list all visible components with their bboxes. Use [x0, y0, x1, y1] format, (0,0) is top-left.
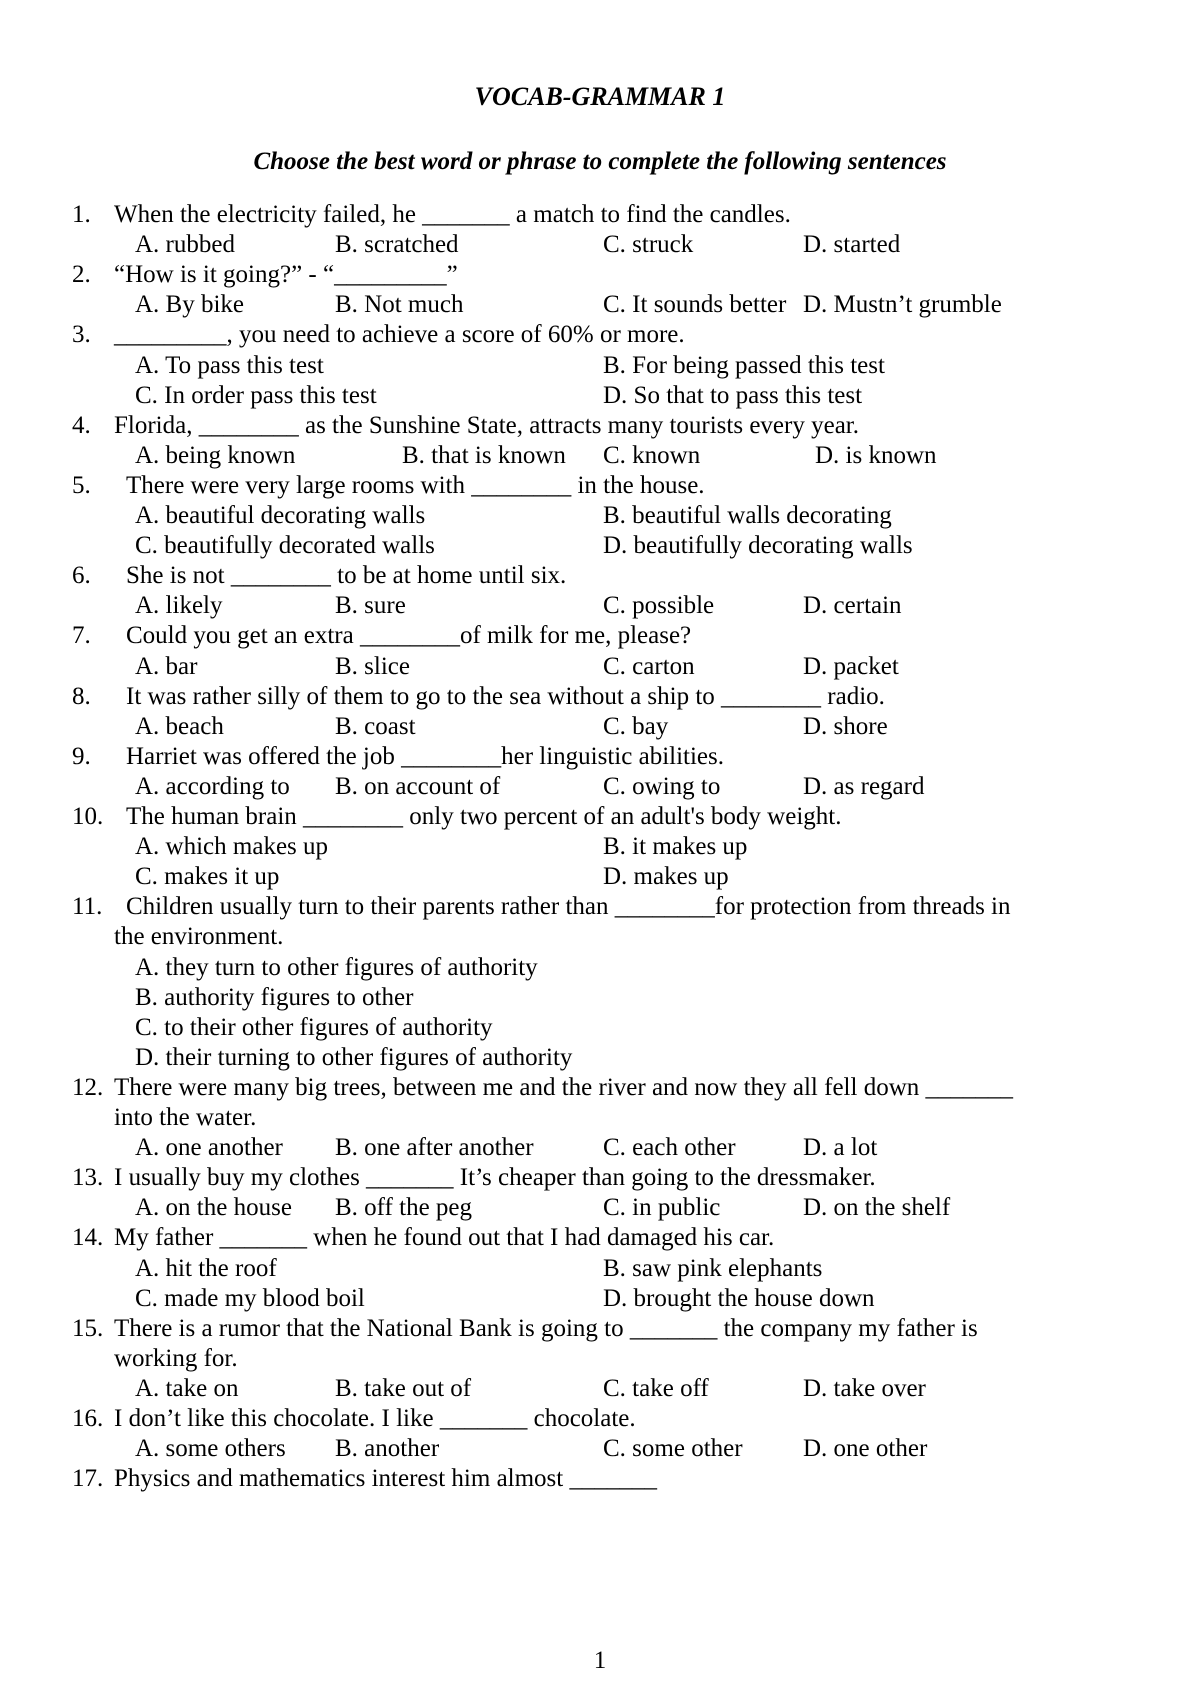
answer-option[interactable]: D. a lot	[803, 1134, 878, 1162]
option-row	[0, 1012, 1200, 1044]
question-stem	[0, 560, 1200, 592]
answer-option[interactable]: D. on the shelf	[803, 1194, 951, 1222]
option-row	[0, 1192, 1200, 1224]
question-number: 12.	[72, 1073, 104, 1101]
answer-option[interactable]: C. It sounds better	[603, 291, 787, 319]
question-text: There were many big trees, between me and the river and now they all fell down _______	[114, 1073, 1013, 1101]
answer-option[interactable]: A. bar	[135, 652, 198, 680]
answer-option[interactable]: C. made my blood boil	[135, 1284, 365, 1312]
question-text-continued	[0, 921, 1200, 953]
answer-option[interactable]: D. their turning to other figures of authority	[135, 1043, 573, 1071]
question-text: She is not ________ to be at home until six.	[126, 562, 567, 590]
question-number: 16.	[72, 1405, 104, 1432]
question-stem	[0, 1222, 1200, 1254]
question-text: The human brain ________ only two percent of an adult's body weight.	[126, 803, 842, 830]
option-row	[0, 500, 1200, 532]
question-number: 10.	[72, 803, 104, 830]
answer-option[interactable]: C. some other	[603, 1435, 743, 1463]
answer-option[interactable]: A. beautiful decorating walls	[135, 502, 426, 529]
answer-option[interactable]: B. Not much	[335, 291, 464, 319]
question-stem	[0, 199, 1200, 231]
instruction-heading: Choose the best word or phrase to complete the following sentences	[253, 148, 947, 175]
question-text: _________, you need to achieve a score of 60% or more.	[114, 321, 685, 349]
question-stem	[0, 801, 1200, 833]
question-text: Physics and mathematics interest him almost _______	[114, 1465, 657, 1493]
question-number: 5.	[72, 471, 91, 499]
answer-option[interactable]: A. hit the roof	[135, 1254, 277, 1282]
question-stem	[0, 470, 1200, 502]
question-number: 8.	[72, 682, 91, 710]
answer-option[interactable]: A. To pass this test	[135, 351, 324, 379]
question-stem	[0, 410, 1200, 442]
option-row	[0, 1132, 1200, 1164]
option-row	[0, 380, 1200, 412]
question-stem	[0, 1463, 1200, 1495]
question-text-continued	[0, 1102, 1200, 1134]
question-number: 3.	[72, 321, 91, 349]
option-row	[0, 1373, 1200, 1405]
answer-option[interactable]: B. saw pink elephants	[603, 1254, 823, 1282]
question-text: When the electricity failed, he _______ a match to find the candles.	[114, 201, 791, 228]
answer-option[interactable]: A. according to	[135, 772, 290, 800]
answer-option[interactable]: D. started	[803, 231, 901, 259]
answer-option[interactable]: B. another	[335, 1435, 440, 1463]
answer-option[interactable]: C. owing to	[603, 772, 721, 800]
answer-option[interactable]: C. possible	[603, 592, 715, 620]
question-stem	[0, 741, 1200, 773]
question-text-line2: into the water.	[114, 1104, 257, 1131]
answer-option[interactable]: C. in public	[603, 1194, 721, 1222]
question-text: There is a rumor that the National Bank is going to _______ the company my father is	[114, 1314, 978, 1342]
answer-option[interactable]: C. carton	[603, 652, 695, 680]
question-text: I usually buy my clothes _______ It’s cheaper than going to the dressmaker.	[114, 1164, 876, 1192]
answer-option[interactable]: D. certain	[803, 592, 902, 620]
answer-option[interactable]: A. which makes up	[135, 833, 329, 861]
question-text: Could you get an extra ________of milk for me, please?	[126, 622, 692, 650]
question-text: Children usually turn to their parents rather than ________for protection from threads in	[126, 893, 1011, 921]
option-row	[0, 771, 1200, 803]
question-number: 17.	[72, 1465, 104, 1493]
question-number: 4.	[72, 411, 91, 439]
option-row	[0, 1253, 1200, 1285]
question-text-line2: the environment.	[114, 923, 284, 951]
question-text: Florida, ________ as the Sunshine State, attracts many tourists every year.	[114, 411, 859, 439]
answer-option[interactable]: B. scratched	[335, 231, 459, 259]
option-row	[0, 952, 1200, 984]
question-stem	[0, 1313, 1200, 1345]
answer-option[interactable]: B. off the peg	[335, 1194, 473, 1222]
option-row	[0, 1042, 1200, 1074]
option-row	[0, 1283, 1200, 1315]
answer-option[interactable]: D. So that to pass this test	[603, 381, 863, 409]
question-number: 11.	[72, 893, 103, 921]
option-row	[0, 651, 1200, 683]
option-row	[0, 229, 1200, 261]
answer-option[interactable]: A. being known	[135, 441, 296, 469]
answer-option[interactable]: D. as regard	[803, 772, 925, 800]
answer-option[interactable]: A. on the house	[135, 1194, 292, 1222]
answer-option[interactable]: C. known	[603, 441, 701, 469]
question-stem	[0, 259, 1200, 291]
answer-option[interactable]: B. sure	[335, 592, 406, 620]
question-text: “How is it going?” - “_________”	[114, 261, 458, 289]
question-text: My father _______ when he found out that I had damaged his car.	[114, 1224, 775, 1252]
answer-option[interactable]: D. packet	[803, 652, 899, 680]
question-text-continued	[0, 1343, 1200, 1375]
question-number: 13.	[72, 1164, 104, 1192]
question-number: 14.	[72, 1224, 104, 1252]
option-row	[0, 289, 1200, 321]
option-row	[0, 530, 1200, 562]
answer-option[interactable]: C. each other	[603, 1134, 736, 1162]
option-row	[0, 711, 1200, 743]
answer-option[interactable]: C. makes it up	[135, 863, 280, 891]
answer-option[interactable]: B. one after another	[335, 1134, 534, 1162]
answer-option[interactable]: D. take over	[803, 1374, 926, 1402]
question-text: There were very large rooms with ________ in the house.	[126, 471, 705, 499]
page-number: 1	[593, 1647, 607, 1674]
answer-option[interactable]: B. authority figures to other	[135, 983, 414, 1011]
answer-option[interactable]: B. take out of	[335, 1374, 472, 1402]
question-text: I don’t like this chocolate. I like _______ chocolate.	[114, 1405, 636, 1432]
option-row	[0, 350, 1200, 382]
answer-option[interactable]: B. that is known	[402, 441, 566, 469]
answer-option[interactable]: B. on account of	[335, 772, 501, 800]
question-number: 1.	[72, 201, 91, 228]
question-text-line2: working for.	[114, 1344, 238, 1372]
question-text: Harriet was offered the job ________her linguistic abilities.	[126, 742, 724, 770]
answer-option[interactable]: A. they turn to other figures of authority	[135, 953, 538, 981]
answer-option[interactable]: A. By bike	[135, 291, 245, 319]
answer-option[interactable]: D. Mustn’t grumble	[803, 291, 1002, 319]
answer-option[interactable]: B. it makes up	[603, 833, 748, 861]
question-stem	[0, 681, 1200, 713]
option-row	[0, 982, 1200, 1014]
question-number: 2.	[72, 261, 91, 289]
answer-option[interactable]: A. rubbed	[135, 231, 235, 259]
answer-option[interactable]: C. take off	[603, 1374, 709, 1402]
question-stem	[0, 1403, 1200, 1435]
answer-option[interactable]: B. beautiful walls decorating	[603, 502, 892, 529]
answer-option[interactable]: B. coast	[335, 712, 416, 740]
answer-option[interactable]: B. For being passed this test	[603, 351, 885, 379]
question-number: 6.	[72, 562, 91, 590]
answer-option[interactable]: D. one other	[803, 1435, 928, 1463]
answer-option[interactable]: D. is known	[815, 441, 937, 469]
option-row	[0, 831, 1200, 863]
answer-option[interactable]: D. beautifully decorating walls	[603, 532, 913, 560]
question-stem	[0, 1072, 1200, 1104]
question-stem	[0, 319, 1200, 351]
question-stem	[0, 620, 1200, 652]
question-number: 7.	[72, 622, 91, 650]
answer-option[interactable]: A. beach	[135, 712, 224, 740]
answer-option[interactable]: A. some others	[135, 1435, 286, 1463]
answer-option[interactable]: D. makes up	[603, 863, 729, 891]
answer-option[interactable]: C. to their other figures of authority	[135, 1013, 493, 1041]
answer-option[interactable]: A. one another	[135, 1134, 283, 1162]
option-row	[0, 590, 1200, 622]
page-title: VOCAB-GRAMMAR 1	[474, 82, 726, 111]
option-row	[0, 861, 1200, 893]
option-row	[0, 1433, 1200, 1465]
answer-option[interactable]: A. likely	[135, 592, 223, 620]
option-row	[0, 440, 1200, 472]
answer-option[interactable]: A. take on	[135, 1374, 239, 1402]
answer-option[interactable]: D. shore	[803, 712, 888, 740]
answer-option[interactable]: C. bay	[603, 712, 669, 740]
answer-option[interactable]: C. struck	[603, 231, 694, 259]
question-number: 9.	[72, 742, 91, 770]
answer-option[interactable]: D. brought the house down	[603, 1284, 875, 1312]
answer-option[interactable]: C. beautifully decorated walls	[135, 532, 435, 560]
question-stem	[0, 1162, 1200, 1194]
question-number: 15.	[72, 1314, 104, 1342]
question-text: It was rather silly of them to go to the sea without a ship to ________ radio.	[126, 682, 885, 710]
answer-option[interactable]: B. slice	[335, 652, 410, 680]
question-stem	[0, 891, 1200, 923]
answer-option[interactable]: C. In order pass this test	[135, 381, 377, 409]
